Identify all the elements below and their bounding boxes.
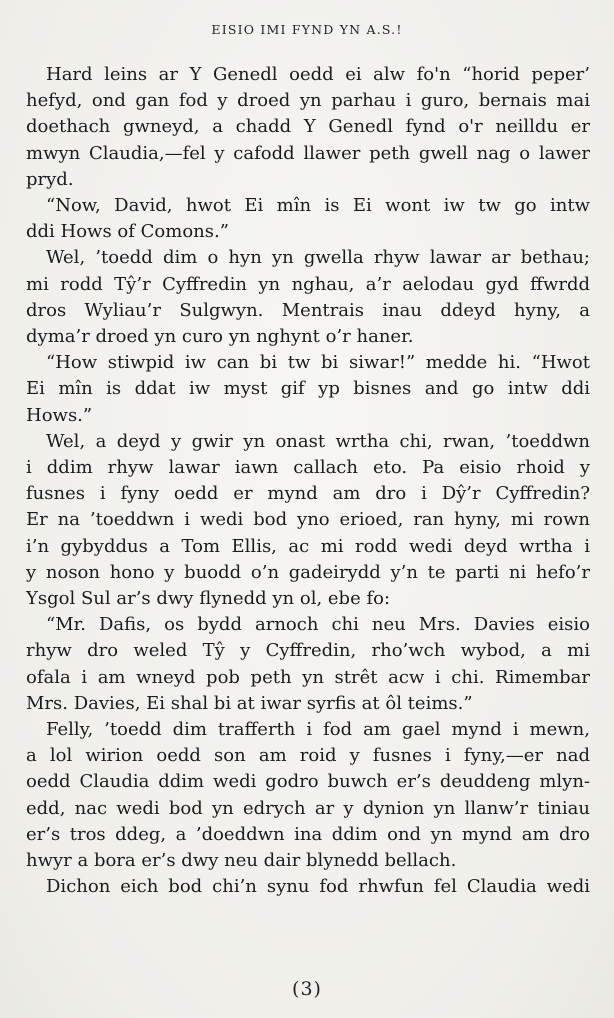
- text-line: “Now, David, hwot Ei mîn is Ei wont iw tw go intw: [46, 195, 590, 217]
- text-line: er’s tros ddeg, a ’doeddwn ina ddim ond yn mynd am dro: [26, 823, 590, 845]
- text-line: edd, nac wedi bod yn edrych ar y dynion yn llanw’r tiniau: [26, 797, 590, 819]
- text-line: oedd Claudia ddim wedi godro buwch er’s deuddeng mlyn-: [26, 771, 590, 793]
- text-line: dros Wyliau’r Sulgwyn. Mentrais inau ddeyd hyny, a: [26, 299, 590, 321]
- body-text: [26, 62, 590, 901]
- text-line: Hows.”: [26, 404, 93, 426]
- text-line: “Mr. Dafis, os bydd arnoch chi neu Mrs. Davies eisio: [46, 614, 590, 636]
- text-line: fusnes i fyny oedd er mynd am dro i Dŷ’r Cyffredin?: [26, 483, 590, 505]
- text-line: Wel, a deyd y gwir yn onast wrtha chi, rwan, ’toeddwn: [46, 430, 590, 452]
- text-line: Ei mîn is ddat iw myst gif yp bisnes and go intw ddi: [26, 378, 590, 400]
- text-line: Hard leins ar Y Genedl oedd ei alw fo'n “horid peper’: [46, 64, 590, 85]
- text-line: Er na ’toeddwn i wedi bod yno erioed, ran hyny, mi rown: [26, 509, 590, 531]
- text-line: Felly, ’toedd dim trafferth i fod am gael mynd i mewn,: [46, 719, 590, 741]
- text-line: doethach gwneyd, a chadd Y Genedl fynd o'r neilldu er: [26, 116, 590, 138]
- text-line: mi rodd Tŷ’r Cyffredin yn nghau, a’r aelodau gyd ffwrdd: [26, 273, 590, 295]
- text-line: y noson hono y buodd o’n gadeirydd y’n te parti ni hefo’r: [26, 561, 590, 583]
- text-line: hefyd, ond gan fod y droed yn parhau i guro, bernais mai: [26, 90, 590, 112]
- text-line: i’n gybyddus a Tom Ellis, ac mi rodd wedi deyd wrtha i: [26, 535, 590, 557]
- text-line: “How stiwpid iw can bi tw bi siwar!” medde hi. “Hwot: [46, 352, 590, 374]
- text-line: ddi Hows of Comons.”: [26, 221, 229, 243]
- text-line: Ysgol Sul ar’s dwy flynedd yn ol, ebe fo:: [26, 588, 391, 610]
- text-line: Dichon eich bod chi’n synu fod rhwfun fel Claudia wedi: [46, 876, 590, 898]
- text-line: mwyn Claudia,—fel y cafodd llawer peth gwell nag o lawer: [26, 142, 590, 164]
- text-line: ofala i am wneyd pob peth yn strêt acw i chi. Rimembar: [26, 666, 590, 688]
- page-number: (3): [292, 978, 322, 1000]
- text-line: i ddim rhyw lawar iawn callach eto. Pa eisio rhoid y: [26, 457, 590, 479]
- text-line: rhyw dro weled Tŷ y Cyffredin, rho’wch wybod, a mi: [26, 640, 590, 662]
- text-line: pryd.: [26, 168, 74, 190]
- running-head: EISIO IMI FYND YN A.S.!: [211, 22, 403, 37]
- text-line: dyma’r droed yn curo yn nghynt o’r haner.: [26, 326, 414, 348]
- text-line: a lol wirion oedd son am roid y fusnes i fyny,—er nad: [26, 745, 590, 767]
- text-line: hwyr a bora er’s dwy neu dair blynedd bellach.: [26, 850, 457, 872]
- text-line: Wel, ’toedd dim o hyn yn gwella rhyw lawar ar bethau;: [46, 247, 590, 269]
- text-line: Mrs. Davies, Ei shal bi at iwar syrfis at ôl teims.”: [26, 692, 473, 714]
